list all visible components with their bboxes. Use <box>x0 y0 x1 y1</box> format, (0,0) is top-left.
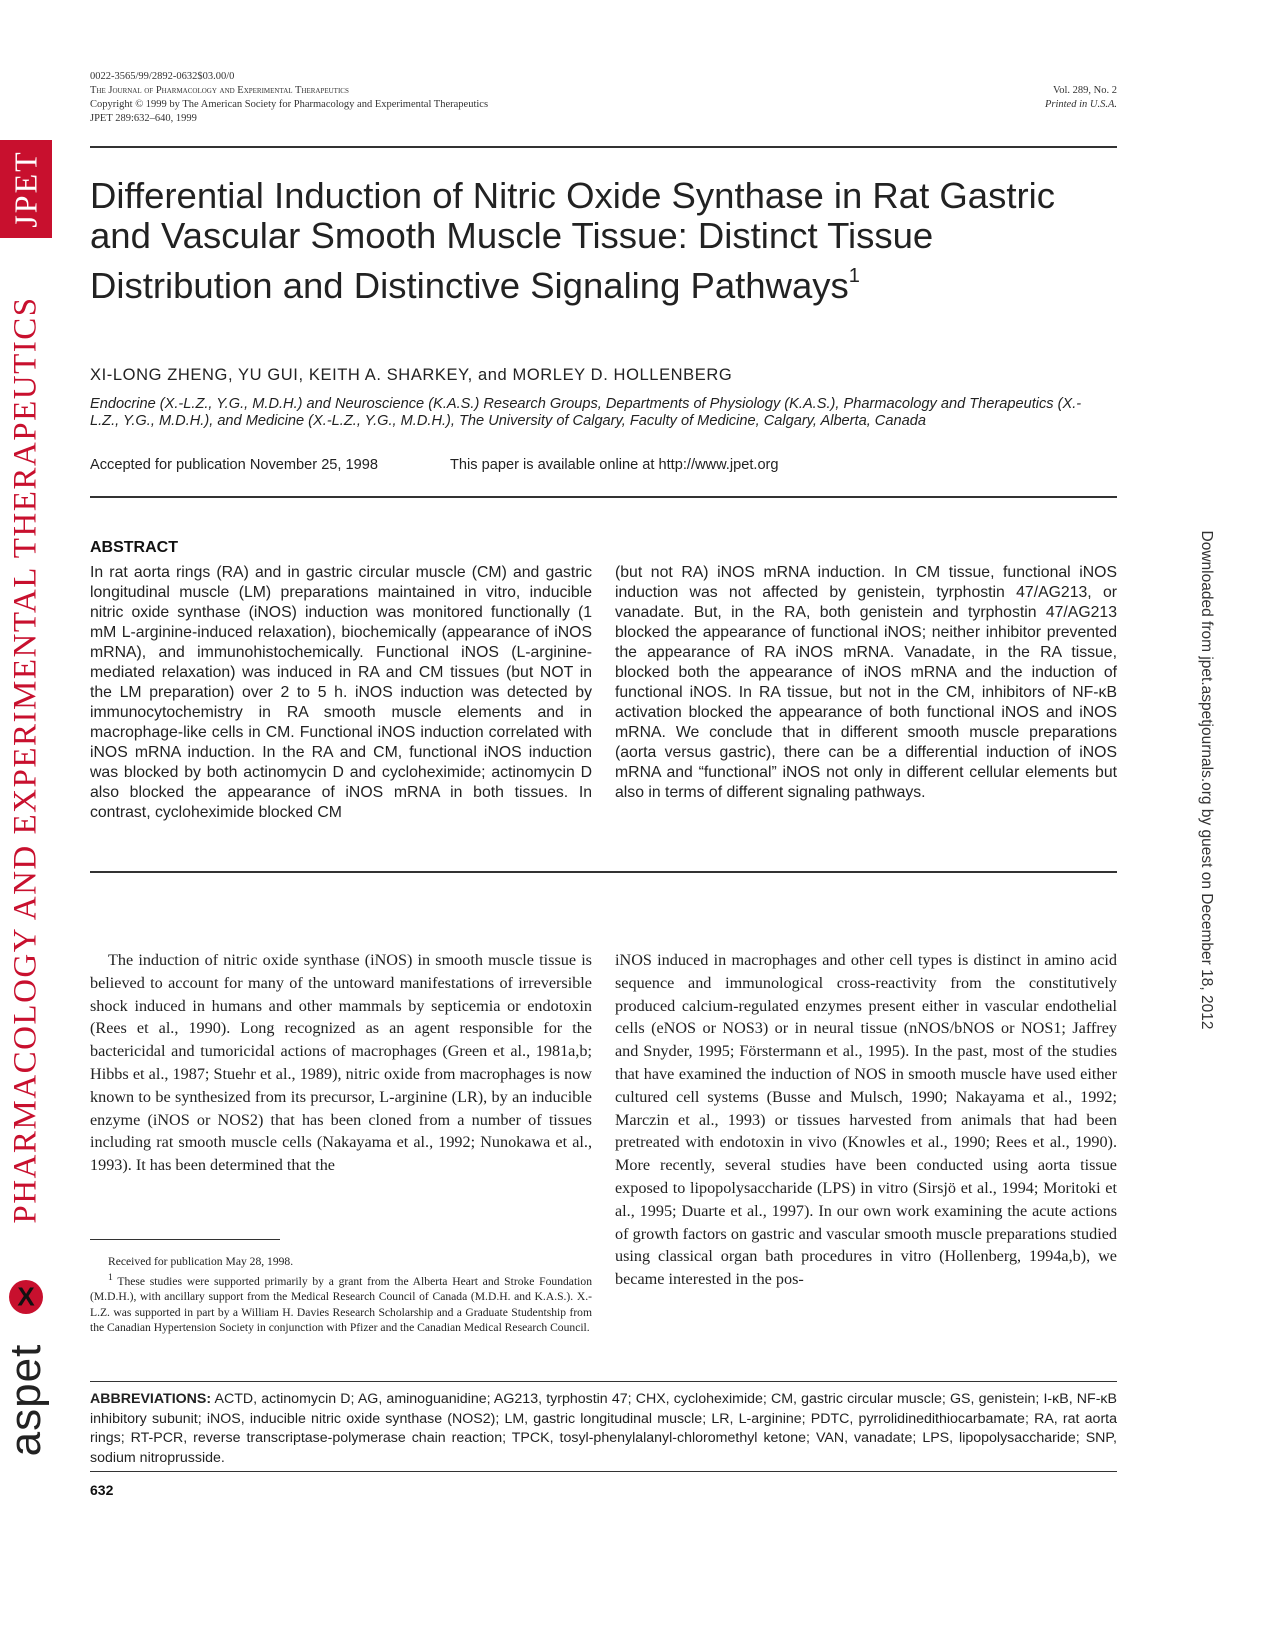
title-line-3 <box>90 256 1130 306</box>
abbreviations-top-rule <box>90 1381 1117 1382</box>
aspet-logo-mark: X <box>17 1281 35 1312</box>
body-right-column: iNOS induced in macrophages and other cell types is distinct in amino acid sequence and immunological cross-reactivity from the constitutively produced calcium-regulated enzymes present either in vascular endothelial cells (eNOS or NOS3) or in neural tissue (nNOS/bNOS or NOS1; Jaffrey and Snyder, 1995; Förstermann et al., 1995). In the past, most of the studies that have examined the induction of NOS in smooth muscle have used either cultured cell systems (Busse and Mulsch, 1990; Nakayama et al., 1992; Marczin et al., 1993) or tissues harvested from animals that had been pretreated with endotoxin in vivo (Knowles et al., 1990; Rees et al., 1990). More recently, several studies have been conducted using aorta tissue exposed to lipopolysaccharide (LPS) in vitro (Sirsjö et al., 1994; Moritoki et al., 1995; Duarte et al., 1997). In our own work examining the acute actions of growth factors on gastric and vascular smooth muscle preparations studied using classical organ bath procedures in vitro (Hollenberg, 1994a,b), we became interested in the pos- <box>615 951 1117 1289</box>
accepted-date: Accepted for publication November 25, 1998 <box>90 457 378 473</box>
abbreviations-label: ABBREVIATIONS: <box>90 1391 212 1407</box>
affiliation: Endocrine (X.-L.Z., Y.G., M.D.H.) and Neuroscience (K.A.S.) Research Groups, Departments of Physiology (K.A.S.), Pharmacology and Therapeutics (X.-L.Z., Y.G., M.D.H.), and Medicine (X.-L.Z., Y.G., M.D.H.), The University of Calgary, Faculty of Medicine, Calgary, Alberta, Canada <box>90 396 1082 429</box>
received-note: Received for publication May 28, 1998. <box>108 1255 294 1268</box>
copyright-line: Copyright © 1999 by The American Society for Pharmacology and Experimental Therapeutics <box>90 99 489 110</box>
funding-footnote-mark: 1 <box>108 1271 113 1283</box>
footnotes <box>90 1254 592 1336</box>
abbreviations-text: ACTD, actinomycin D; AG, aminoguanidine; AG213, tyrphostin 47; CHX, cycloheximide; CM, gastric circular muscle; GS, genistein; I-κB, NF-κB inhibitory subunit; iNOS, inducible nitric oxide synthase (NOS2); LM, gastric longitudinal muscle; LR, L-arginine; PDTC, pyrrolidinedithiocarbamate; RA, rat aorta rings; RT-PCR, reverse transcriptase-polymerase chain reaction; TPCK, tosyl-phenylalanyl-chloromethyl ketone; VAN, vanadate; LPS, lipopolysaccharide; SNP, sodium nitroprusside. <box>90 1391 1117 1466</box>
funding-footnote <box>90 1270 592 1336</box>
abbreviations-bottom-rule <box>90 1471 1117 1472</box>
funding-footnote-text: These studies were supported primarily by a grant from the Alberta Heart and Stroke Foundation (M.D.H.), with ancillary support from the Medical Research Council of Canada (M.D.H. and K.A.S.). X.-L.Z. was supported in part by a William H. Davies Research Scholarship and a Graduate Studentship from the Canadian Hypertension Society in conjunction with Pfizer and the Canadian Medical Research Council. <box>90 1274 592 1335</box>
journal-name: The Journal of Pharmacology and Experimental Therapeutics <box>90 85 349 96</box>
header-meta-left <box>90 70 488 126</box>
download-note: Downloaded from jpet.aspetjournals.org by guest on December 18, 2012 <box>1198 530 1215 1030</box>
article-title <box>90 176 1130 306</box>
abstract-right-column: (but not RA) iNOS mRNA induction. In CM tissue, functional iNOS induction was not affected by genistein, tyrphostin 47/AG213, or vanadate. But, in the RA, both genistein and tyrphostin 47/AG213 blocked the appearance of functional iNOS; neither inhibitor prevented the appearance of RA iNOS mRNA. Vanadate, in the RA tissue, blocked both the appearance of iNOS mRNA and the induction of functional iNOS. In RA tissue, but not in the CM, inhibitors of NF-κB activation blocked the appearance of both functional iNOS and iNOS mRNA. We conclude that in different smooth muscle preparations (aorta versus gastric), there can be a differential induction of iNOS mRNA and “functional” iNOS not only in different cellular elements but also in terms of different signaling pathways. <box>615 564 1117 801</box>
abbreviations <box>90 1390 1117 1468</box>
page-number: 632 <box>90 1482 114 1498</box>
body-paragraph-1: The induction of nitric oxide synthase (iNOS) in smooth muscle tissue is believed to account for many of the untoward manifestations of irreversible shock induced in humans and other mammals by septicemia or endotoxin (Rees et al., 1990). Long recognized as an agent responsible for the bactericidal and tumoricidal actions of macrophages (Green et al., 1981a,b; Hibbs et al., 1987; Stuehr et al., 1989), nitric oxide from macrophages is now known to be synthesized from its precursor, L-arginine (LR), by an inducible enzyme (iNOS or NOS2) that has been cloned from a number of tissues including rat smooth muscle cells (Nakayama et al., 1992; Nunokawa et al., 1993). It has been determined that the <box>90 951 592 1175</box>
online-note: This paper is available online at http://www.jpet.org <box>450 457 779 473</box>
aspet-logo-text: aspet <box>1 1343 50 1457</box>
title-footnote-mark: 1 <box>848 265 860 287</box>
header-rule <box>90 146 1117 148</box>
title-line-2: and Vascular Smooth Muscle Tissue: Distinct Tissue <box>90 215 934 256</box>
abstract-bottom-rule <box>90 871 1117 873</box>
abstract-heading: ABSTRACT <box>90 539 178 556</box>
journal-sidebar-title: PHARMACOLOGY AND EXPERIMENTAL THERAPEUTICS <box>7 296 44 1224</box>
footnote-rule <box>90 1239 280 1240</box>
authors: XI-LONG ZHENG, YU GUI, KEITH A. SHARKEY, and MORLEY D. HOLLENBERG <box>90 366 733 384</box>
volume-line: Vol. 289, No. 2 <box>1053 85 1117 96</box>
abstract-top-rule <box>90 496 1117 498</box>
title-line-3-text: Distribution and Distinctive Signaling Pathways <box>90 265 849 306</box>
jpet-sidebar-label: JPET <box>7 150 44 228</box>
title-line-1: Differential Induction of Nitric Oxide Synthase in Rat Gastric <box>90 175 1055 216</box>
citation-line: JPET 289:632–640, 1999 <box>90 113 197 124</box>
body-left-column <box>90 949 592 1177</box>
issn-line: 0022-3565/99/2892-0632$03.00/0 <box>90 71 235 82</box>
printed-line: Printed in U.S.A. <box>1044 99 1117 110</box>
abstract-left-column: In rat aorta rings (RA) and in gastric circular muscle (CM) and gastric longitudinal muscle (LM) preparations maintained in vitro, inducible nitric oxide synthase (iNOS) induction was monitored functionally (1 mM L-arginine-induced relaxation), biochemically (appearance of iNOS mRNA), and immunohistochemically. Functional iNOS (L-arginine-mediated relaxation) was induced in RA and CM tissues (but NOT in the LM preparation) over 2 to 5 h. iNOS induction was detected by immunocytochemistry in RA smooth muscle elements and in macrophage-like cells in CM. Functional iNOS induction correlated with iNOS mRNA induction. In the RA and CM, functional iNOS induction was blocked by both actinomycin D and cycloheximide; actinomycin D also blocked the appearance of iNOS mRNA in both tissues. In contrast, cycloheximide blocked CM <box>90 564 592 821</box>
header-meta-right <box>880 84 1117 112</box>
